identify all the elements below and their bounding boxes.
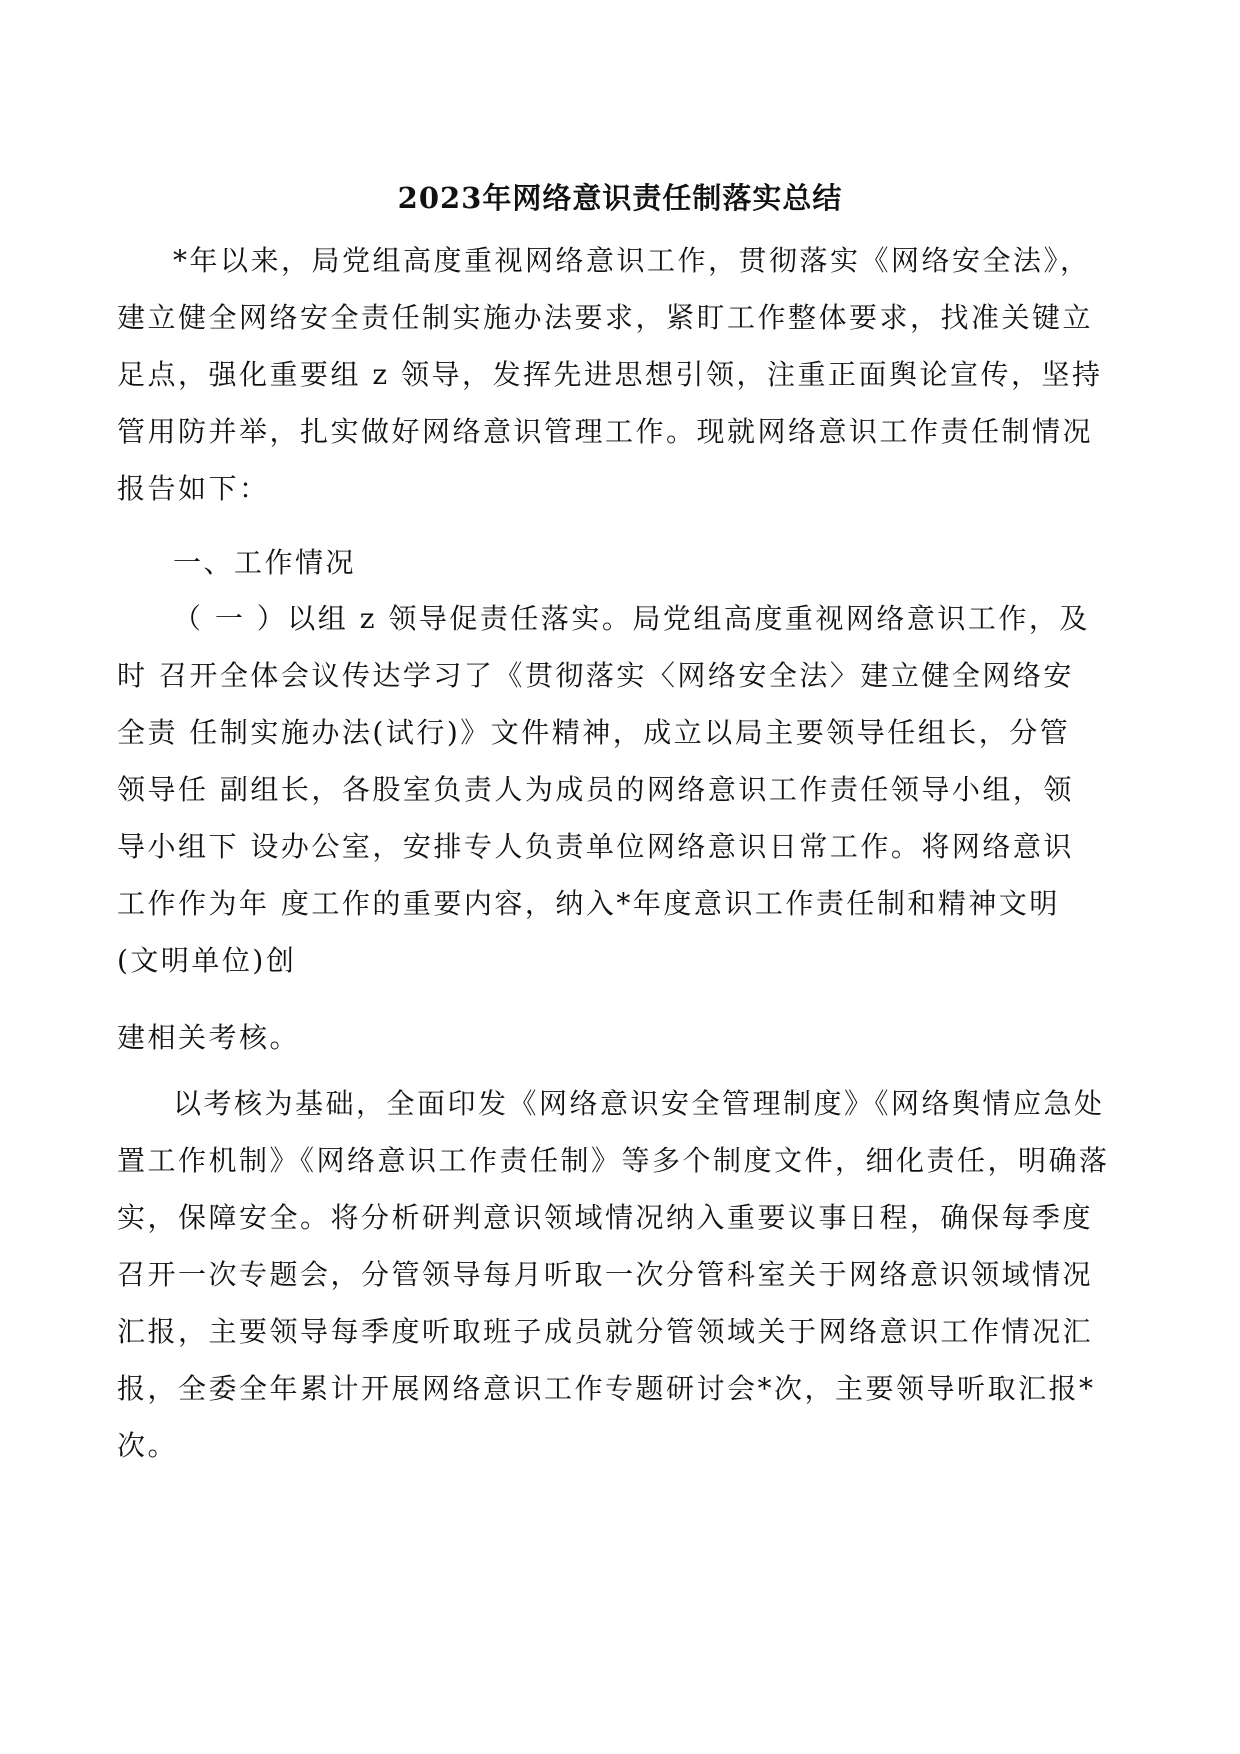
text-line: 报告如下： [117, 472, 270, 505]
text-line: 导小组下 设办公室，安排专人负责单位网络意识日常工作。将网络意识 [117, 830, 1074, 863]
text-line: 置工作机制》《网络意识工作责任制》等多个制度文件，细化责任，明确落 [117, 1144, 1110, 1177]
text-line: （ 一 ）以组 z 领导促责任落实。局党组高度重视网络意识工作，及 [173, 602, 1090, 635]
text-line: 实，保障安全。将分析研判意识领域情况纳入重要议事日程，确保每季度 [117, 1201, 1094, 1234]
text-line: (文明单位)创 [117, 944, 297, 977]
text-line: *年以来，局党组高度重视网络意识工作，贯彻落实《网络安全法》， [173, 244, 1091, 277]
text-line: 以考核为基础，全面印发《网络意识安全管理制度》《网络舆情应急处 [173, 1087, 1105, 1120]
intro-paragraph [117, 232, 1125, 517]
text-line: 工作作为年 度工作的重要内容，纳入*年度意识工作责任制和精神文明 [117, 887, 1060, 920]
text-line: 汇报，主要领导每季度听取班子成员就分管领域关于网络意识工作情况汇 [117, 1315, 1094, 1348]
section-heading [117, 534, 1125, 591]
text-line: 全责 任制实施办法(试行)》文件精神，成立以局主要领导任组长，分管 [117, 716, 1071, 749]
text-line: 报，全委全年累计开展网络意识工作专题研讨会*次，主要领导听取汇报* [117, 1372, 1096, 1405]
text-line: 时 召开全体会议传达学习了《贯彻落实〈网络安全法〉建立健全网络安 [117, 659, 1074, 692]
text-line: 建相关考核。 [117, 1021, 301, 1054]
text-line: 召开一次专题会，分管领导每月听取一次分管科室关于网络意识领域情况 [117, 1258, 1094, 1291]
section-heading-text: 一、工作情况 [173, 546, 357, 579]
paragraph-2 [117, 1075, 1125, 1474]
paragraph-1-tail [117, 1009, 1125, 1066]
text-line: 足点，强化重要组 z 领导，发挥先进思想引领，注重正面舆论宣传，坚持 [117, 358, 1103, 391]
paragraph-1 [117, 590, 1125, 989]
text-line: 建立健全网络安全责任制实施办法要求，紧盯工作整体要求，找准关键立 [117, 301, 1094, 334]
text-line: 领导任 副组长，各股室负责人为成员的网络意识工作责任领导小组，领 [117, 773, 1074, 806]
text-line: 次。 [117, 1429, 179, 1462]
text-line: 管用防并举，扎实做好网络意识管理工作。现就网络意识工作责任制情况 [117, 415, 1094, 448]
document-title: 2023年网络意识责任制落实总结 [397, 181, 843, 215]
